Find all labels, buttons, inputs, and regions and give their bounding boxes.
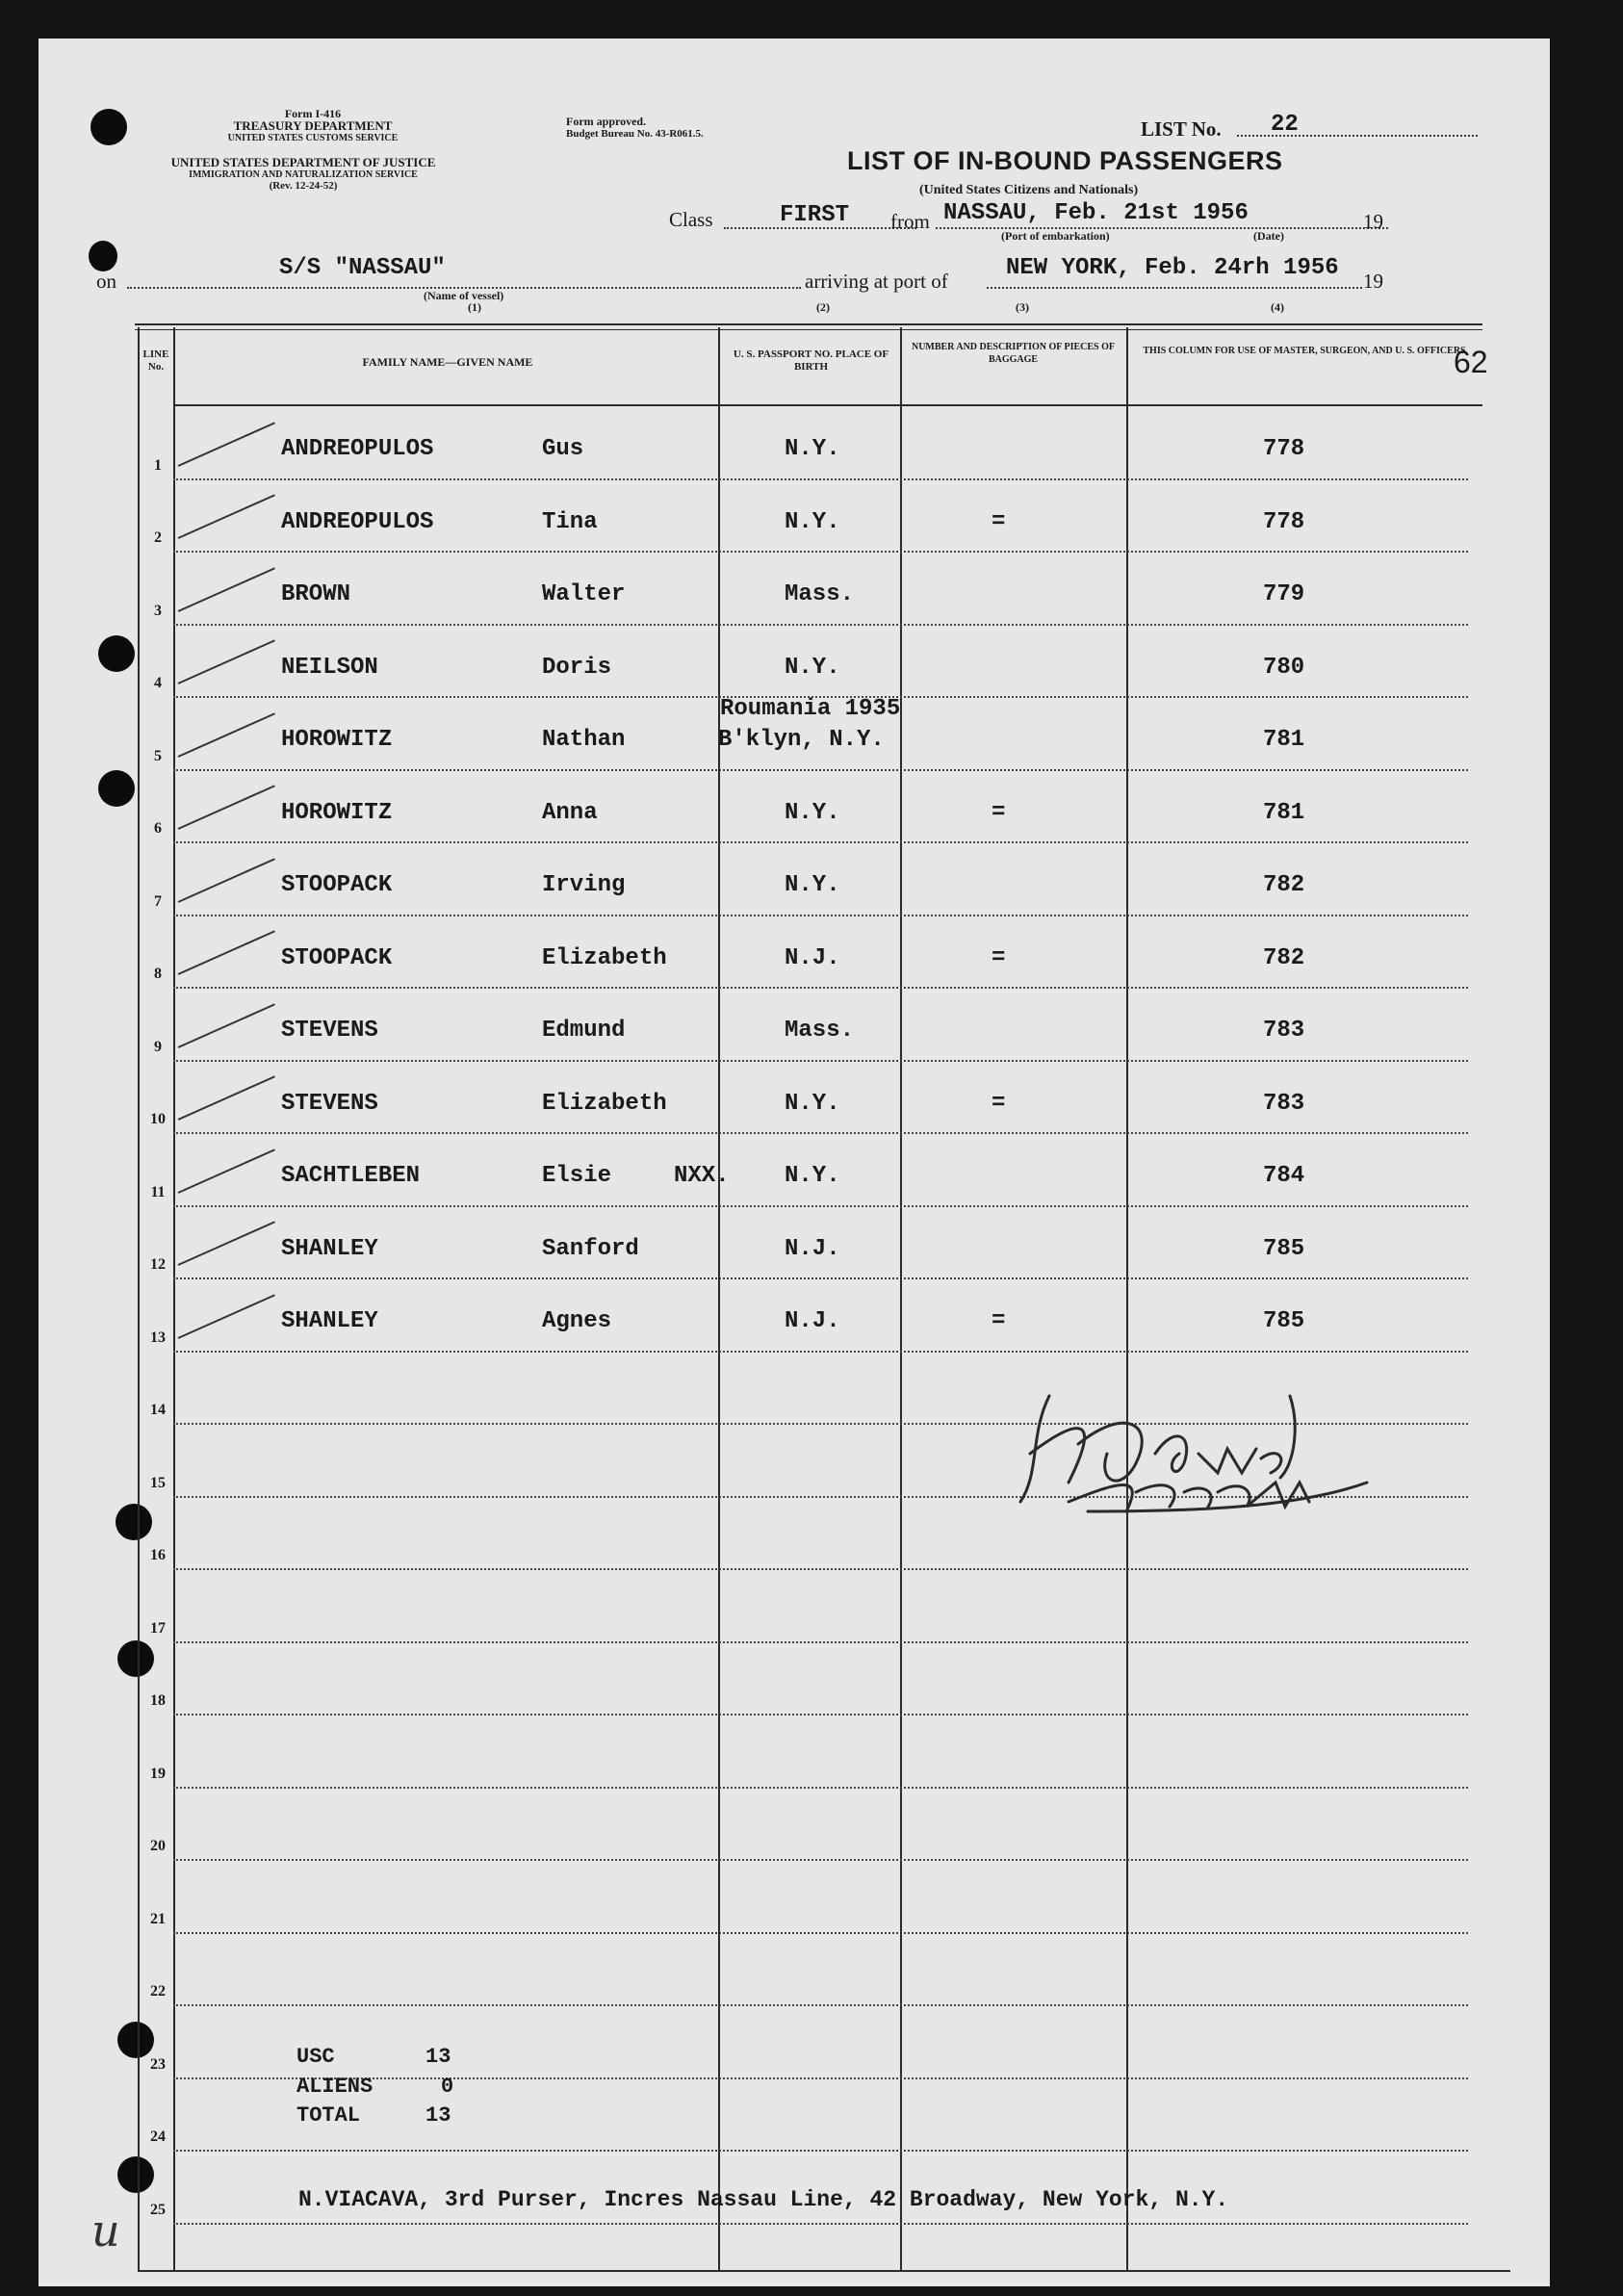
col-baggage: NUMBER AND DESCRIPTION OF PIECES OF BAGGAGE <box>911 342 1116 365</box>
caption-2: (2) <box>816 300 830 314</box>
caption-3: (3) <box>1016 300 1029 314</box>
officer-number: 778 <box>1263 436 1305 462</box>
from-value: NASSAU, Feb. 21st 1956 <box>943 200 1249 226</box>
row-rule <box>173 1205 1468 1207</box>
check-mark <box>178 1294 275 1339</box>
passenger-list-form <box>39 39 1550 2286</box>
total-count: 13 <box>425 2103 451 2128</box>
row-rule <box>173 1568 1468 1570</box>
year-prefix: 19 <box>1363 210 1383 233</box>
place-of-birth: N.J. <box>785 1235 840 1262</box>
family-name: HOROWITZ <box>281 727 393 753</box>
struck-note: NXX. <box>674 1163 730 1189</box>
given-name: Edmund <box>542 1018 626 1044</box>
form-subtitle: (United States Citizens and Nationals) <box>919 183 1139 197</box>
line-number: 12 <box>150 1256 166 1273</box>
line-number: 22 <box>150 1983 166 1999</box>
row-rule <box>173 624 1468 626</box>
family-name: NEILSON <box>281 654 378 681</box>
line-number: 10 <box>150 1111 166 1127</box>
caption-1: (1) <box>468 300 481 314</box>
list-no-label: LIST No. <box>1141 117 1222 141</box>
family-name: HOROWITZ <box>281 799 393 826</box>
total-label: TOTAL <box>296 2103 361 2128</box>
row-rule <box>173 2004 1468 2006</box>
check-mark <box>178 1221 275 1266</box>
line-number: 20 <box>150 1838 166 1854</box>
line-number: 13 <box>150 1329 166 1346</box>
check-mark <box>178 1148 275 1194</box>
vessel-name: S/S "NASSAU" <box>279 255 446 281</box>
class-label: Class <box>669 208 713 231</box>
line-number: 4 <box>154 675 162 691</box>
officer-number: 781 <box>1263 799 1305 826</box>
family-name: SACHTLEBEN <box>281 1163 421 1189</box>
aliens-label: ALIENS <box>296 2075 374 2099</box>
line-number: 2 <box>154 529 162 546</box>
check-mark <box>178 494 275 539</box>
line-number: 18 <box>150 1692 166 1709</box>
usc-count: 13 <box>425 2045 451 2069</box>
given-name: Anna <box>542 799 598 826</box>
place-of-birth: B'klyn, N.Y. <box>718 727 885 753</box>
baggage: = <box>992 944 1006 971</box>
officer-number: 784 <box>1263 1163 1305 1189</box>
line-number: 24 <box>150 2128 166 2145</box>
check-mark <box>178 1003 275 1048</box>
place-of-birth: Mass. <box>785 1018 855 1044</box>
family-name: SHANLEY <box>281 1235 378 1262</box>
col-name: FAMILY NAME—GIVEN NAME <box>362 355 533 369</box>
place-of-birth: N.Y. <box>785 1090 840 1117</box>
officer-number: 781 <box>1263 727 1305 753</box>
check-mark <box>178 639 275 684</box>
passport-column-border <box>900 327 902 2270</box>
officer-number: 783 <box>1263 1018 1305 1044</box>
row-rule <box>173 1641 1468 1643</box>
given-name: Elizabeth <box>542 1090 667 1117</box>
officer-number: 785 <box>1263 1308 1305 1334</box>
row-rule <box>173 2150 1468 2152</box>
check-mark <box>178 1075 275 1121</box>
header-bottom-rule <box>173 404 1482 406</box>
customs-service: UNITED STATES CUSTOMS SERVICE <box>227 133 399 143</box>
port-of-embarkation-caption: (Port of embarkation) <box>1001 229 1110 243</box>
line-number: 19 <box>150 1765 166 1782</box>
row-rule <box>173 551 1468 553</box>
revision: (Rev. 12-24-52) <box>269 180 338 192</box>
family-name: STOOPACK <box>281 944 393 971</box>
row-rule <box>173 1277 1468 1279</box>
baggage-column-border <box>1126 327 1128 2270</box>
baggage: = <box>992 1308 1006 1334</box>
on-label: on <box>96 270 116 293</box>
row-rule <box>173 1787 1468 1789</box>
row-rule <box>173 769 1468 771</box>
baggage: = <box>992 799 1006 826</box>
class-value: FIRST <box>780 202 850 228</box>
place-of-birth: N.Y. <box>785 508 840 535</box>
page-number: 62 <box>1454 345 1488 379</box>
department-of-justice: UNITED STATES DEPARTMENT OF JUSTICE <box>170 155 436 169</box>
officer-number: 785 <box>1263 1235 1305 1262</box>
given-name: Walter <box>542 581 626 607</box>
table-top-rule-2 <box>135 329 1482 330</box>
place-of-birth: N.J. <box>785 944 840 971</box>
row-rule <box>173 478 1468 480</box>
arriving-label: arriving at port of <box>805 270 948 293</box>
line-number: 21 <box>150 1910 166 1927</box>
col-officers: THIS COLUMN FOR USE OF MASTER, SURGEON, AND U. S. OFFICERS <box>1143 346 1466 356</box>
given-name: Sanford <box>542 1235 639 1262</box>
line-number: 23 <box>150 2055 166 2073</box>
arriving-value: NEW YORK, Feb. 24rh 1956 <box>1006 255 1339 281</box>
given-name: Gus <box>542 436 584 462</box>
place-of-birth: N.Y. <box>785 654 840 681</box>
punch-hole <box>98 635 135 672</box>
officer-number: 782 <box>1263 872 1305 898</box>
given-name: Elsie <box>542 1163 612 1189</box>
table-bottom-rule <box>138 2270 1510 2272</box>
family-name: ANDREOPULOS <box>281 508 434 535</box>
line-number: 25 <box>150 2201 166 2218</box>
check-mark <box>178 567 275 612</box>
family-name: SHANLEY <box>281 1308 378 1334</box>
line-number: 6 <box>154 820 162 837</box>
officer-number: 779 <box>1263 581 1305 607</box>
treasury-department: TREASURY DEPARTMENT <box>233 118 393 133</box>
check-mark <box>178 422 275 467</box>
punch-hole <box>116 1504 152 1540</box>
row-rule <box>173 1932 1468 1934</box>
list-no-value: 22 <box>1271 112 1299 138</box>
place-of-birth: N.Y. <box>785 799 840 826</box>
name-column-border <box>718 327 720 2270</box>
line-number: 16 <box>150 1547 166 1563</box>
officer-number: 783 <box>1263 1090 1305 1117</box>
check-mark <box>178 712 275 758</box>
row-rule <box>173 1132 1468 1134</box>
punch-hole <box>98 770 135 807</box>
line-number: 8 <box>154 966 162 982</box>
aliens-count: 0 <box>441 2075 454 2099</box>
line-number: 1 <box>154 456 162 474</box>
punch-hole <box>89 241 117 271</box>
usc-label: USC <box>296 2045 335 2069</box>
punch-hole <box>117 1640 154 1677</box>
officer-number: 778 <box>1263 508 1305 535</box>
line-number: 5 <box>154 747 162 764</box>
punch-hole <box>117 2156 154 2193</box>
row-rule <box>173 1859 1468 1861</box>
baggage: = <box>992 508 1006 535</box>
date-caption: (Date) <box>1253 229 1284 243</box>
row-rule <box>173 1060 1468 1062</box>
check-mark <box>178 858 275 903</box>
row-rule <box>173 2223 1468 2225</box>
family-name: STEVENS <box>281 1018 378 1044</box>
year-prefix-2: 19 <box>1363 270 1383 293</box>
place-of-birth: N.J. <box>785 1308 840 1334</box>
officer-number: 780 <box>1263 654 1305 681</box>
row-rule <box>173 1351 1468 1353</box>
line-number: 9 <box>154 1038 162 1055</box>
row-rule <box>173 841 1468 843</box>
punch-hole <box>90 109 127 145</box>
purser-line: N.VIACAVA, 3rd Purser, Incres Nassau Line, 42 Broadway, New York, N.Y. <box>298 2187 1229 2212</box>
check-mark <box>178 785 275 830</box>
official-signature <box>1011 1367 1377 1521</box>
col-line-no: LINE No. <box>142 348 169 373</box>
given-name: Tina <box>542 508 598 535</box>
caption-4: (4) <box>1271 300 1284 314</box>
place-of-birth: Mass. <box>785 581 855 607</box>
form-number: Form I-416 <box>284 107 342 120</box>
from-label: from <box>890 210 930 233</box>
family-name: BROWN <box>281 581 351 607</box>
family-name: ANDREOPULOS <box>281 436 434 462</box>
given-name: Nathan <box>542 727 626 753</box>
line-number: 11 <box>150 1183 166 1200</box>
given-name: Irving <box>542 872 626 898</box>
arriving-line <box>987 287 1362 289</box>
given-name: Doris <box>542 654 612 681</box>
place-of-birth: N.Y. <box>785 872 840 898</box>
given-name: Agnes <box>542 1308 612 1334</box>
place-of-birth: N.Y. <box>785 436 840 462</box>
line-number: 14 <box>150 1402 166 1418</box>
form-approved: Form approved. <box>566 115 647 128</box>
row-rule <box>173 1714 1468 1716</box>
baggage: = <box>992 1090 1006 1117</box>
line-number: 3 <box>154 602 162 619</box>
line-number: 15 <box>150 1474 166 1491</box>
row-rule <box>173 915 1468 916</box>
table-top-rule <box>135 323 1482 325</box>
col-passport: U. S. PASSPORT NO. PLACE OF BIRTH <box>733 348 889 373</box>
line-number: 7 <box>154 892 162 910</box>
ins: IMMIGRATION AND NATURALIZATION SERVICE <box>189 169 418 180</box>
punch-hole <box>117 2022 154 2058</box>
budget-bureau: Budget Bureau No. 43-R061.5. <box>566 128 704 140</box>
given-name: Elizabeth <box>542 944 667 971</box>
margin-mark: u <box>91 2205 120 2257</box>
row-rule <box>173 987 1468 989</box>
vessel-caption: (Name of vessel) <box>424 289 504 302</box>
place-of-birth: N.Y. <box>785 1163 840 1189</box>
officer-number: 782 <box>1263 944 1305 971</box>
form-title: LIST OF IN-BOUND PASSENGERS <box>847 146 1283 175</box>
line-number: 17 <box>150 1619 166 1637</box>
family-name: STOOPACK <box>281 872 393 898</box>
check-mark <box>178 930 275 975</box>
family-name: STEVENS <box>281 1090 378 1117</box>
prior-birthplace: Roumania 1935 <box>720 696 901 722</box>
